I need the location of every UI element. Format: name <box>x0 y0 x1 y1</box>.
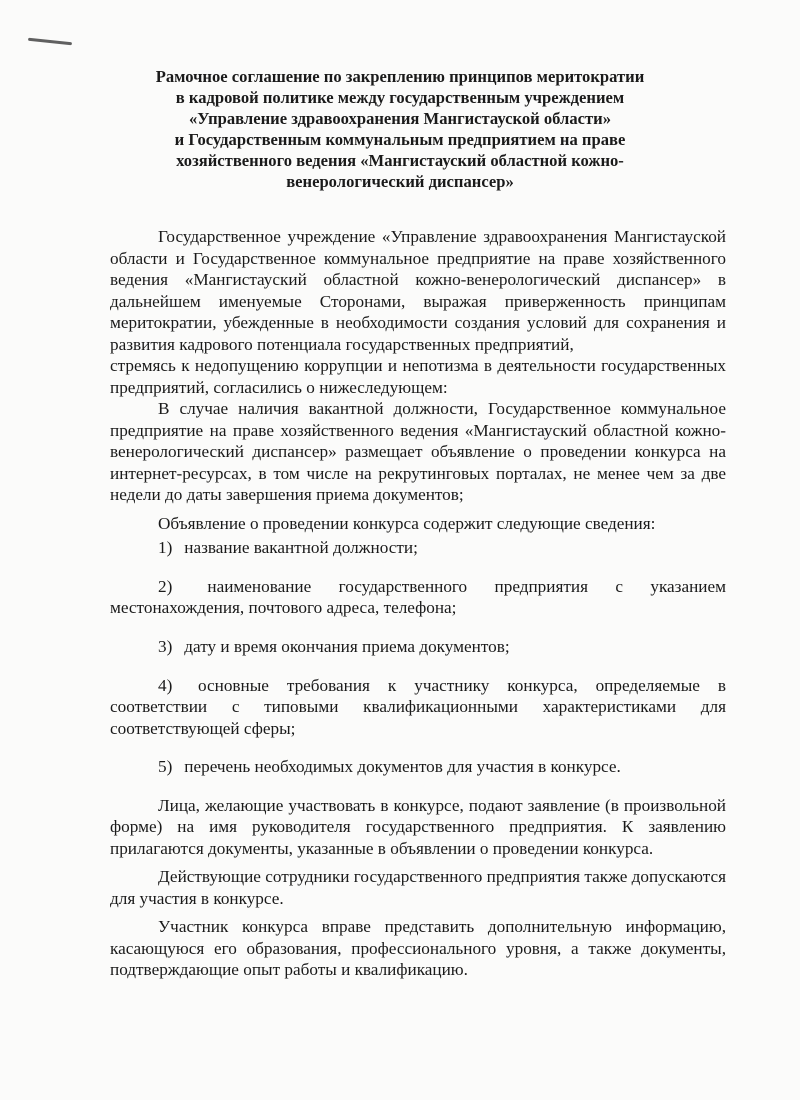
list-item-text: основные требования к участнику конкурса, определяемые в соответствии с типовыми квалификационными характеристиками для соответствующей сферы; <box>110 675 726 738</box>
paragraph-employees: Действующие сотрудники государственного предприятия также допускаются для участия в конкурсе. <box>110 867 726 908</box>
list-item <box>110 756 726 778</box>
list-item <box>110 576 726 619</box>
title-line: и Государственным коммунальным предприятием на праве <box>174 130 626 149</box>
list-item-number: 2) <box>158 576 173 596</box>
list-item-text: перечень необходимых документов для участия в конкурсе. <box>184 757 621 777</box>
scan-mark <box>28 38 72 46</box>
list-item <box>110 675 726 740</box>
title-line: хозяйственного ведения «Мангистауский областной кожно- <box>176 151 624 170</box>
list-item-text: дату и время окончания приема документов; <box>184 636 510 656</box>
list-item <box>110 537 726 559</box>
list-item-text: наименование государственного предприятия с указанием местонахождения, почтового адреса, телефона; <box>110 576 726 618</box>
paragraph-announcement: Объявление о проведении конкурса содержит следующие сведения: <box>158 513 656 533</box>
list-item <box>110 636 726 658</box>
title-line: «Управление здравоохранения Мангистауской области» <box>188 109 611 128</box>
list-item-number: 4) <box>158 675 173 695</box>
list-item-number: 5) <box>158 757 173 777</box>
list-item-text: название вакантной должности; <box>184 538 418 557</box>
paragraph-additional: Участник конкурса вправе представить дополнительную информацию, касающуюся его образования, профессионального уровня, а также документы, подтверждающие опыт работы и квалификацию. <box>110 917 726 980</box>
document-body <box>110 226 726 981</box>
paragraph-vacancy: В случае наличия вакантной должности, Государственное коммунальное предприятие на праве хозяйственного ведения «Мангистауский областной кожно-венерологический диспансер» размещает объявление о проведении конкурса на интернет-ресурсах, в том числе на рекрутинговых порталах, не менее чем за две недели до даты завершения приема документов; <box>110 399 726 504</box>
list-item-number: 1) <box>158 538 173 557</box>
list-item-number: 3) <box>158 636 173 656</box>
paragraph-intro-continuation: стремясь к недопущению коррупции и непотизма в деятельности государственных предприятий, согласились о нижеследующем: <box>110 356 726 397</box>
title-line: венерологический диспансер» <box>286 172 514 191</box>
paragraph-intro: Государственное учреждение «Управление здравоохранения Мангистауской области и Государственное коммунальное предприятие на праве хозяйственного ведения «Мангистауский областной кожно-венерологический диспансер» в дальнейшем именуемые Сторонами, выражая приверженность принципам меритократии, убежденные в необходимости создания условий для сохранения и развития кадрового потенциала государственных предприятий, <box>110 227 726 354</box>
title-line: в кадровой политике между государственным учреждением <box>175 88 625 107</box>
title-line: Рамочное соглашение по закреплению принципов меритократии <box>155 67 645 86</box>
document-title <box>100 66 700 192</box>
paragraph-applicants: Лица, желающие участвовать в конкурсе, подают заявление (в произвольной форме) на имя руководителя государственного предприятия. К заявлению прилагаются документы, указанные в объявлении о проведении конкурса. <box>110 795 726 858</box>
